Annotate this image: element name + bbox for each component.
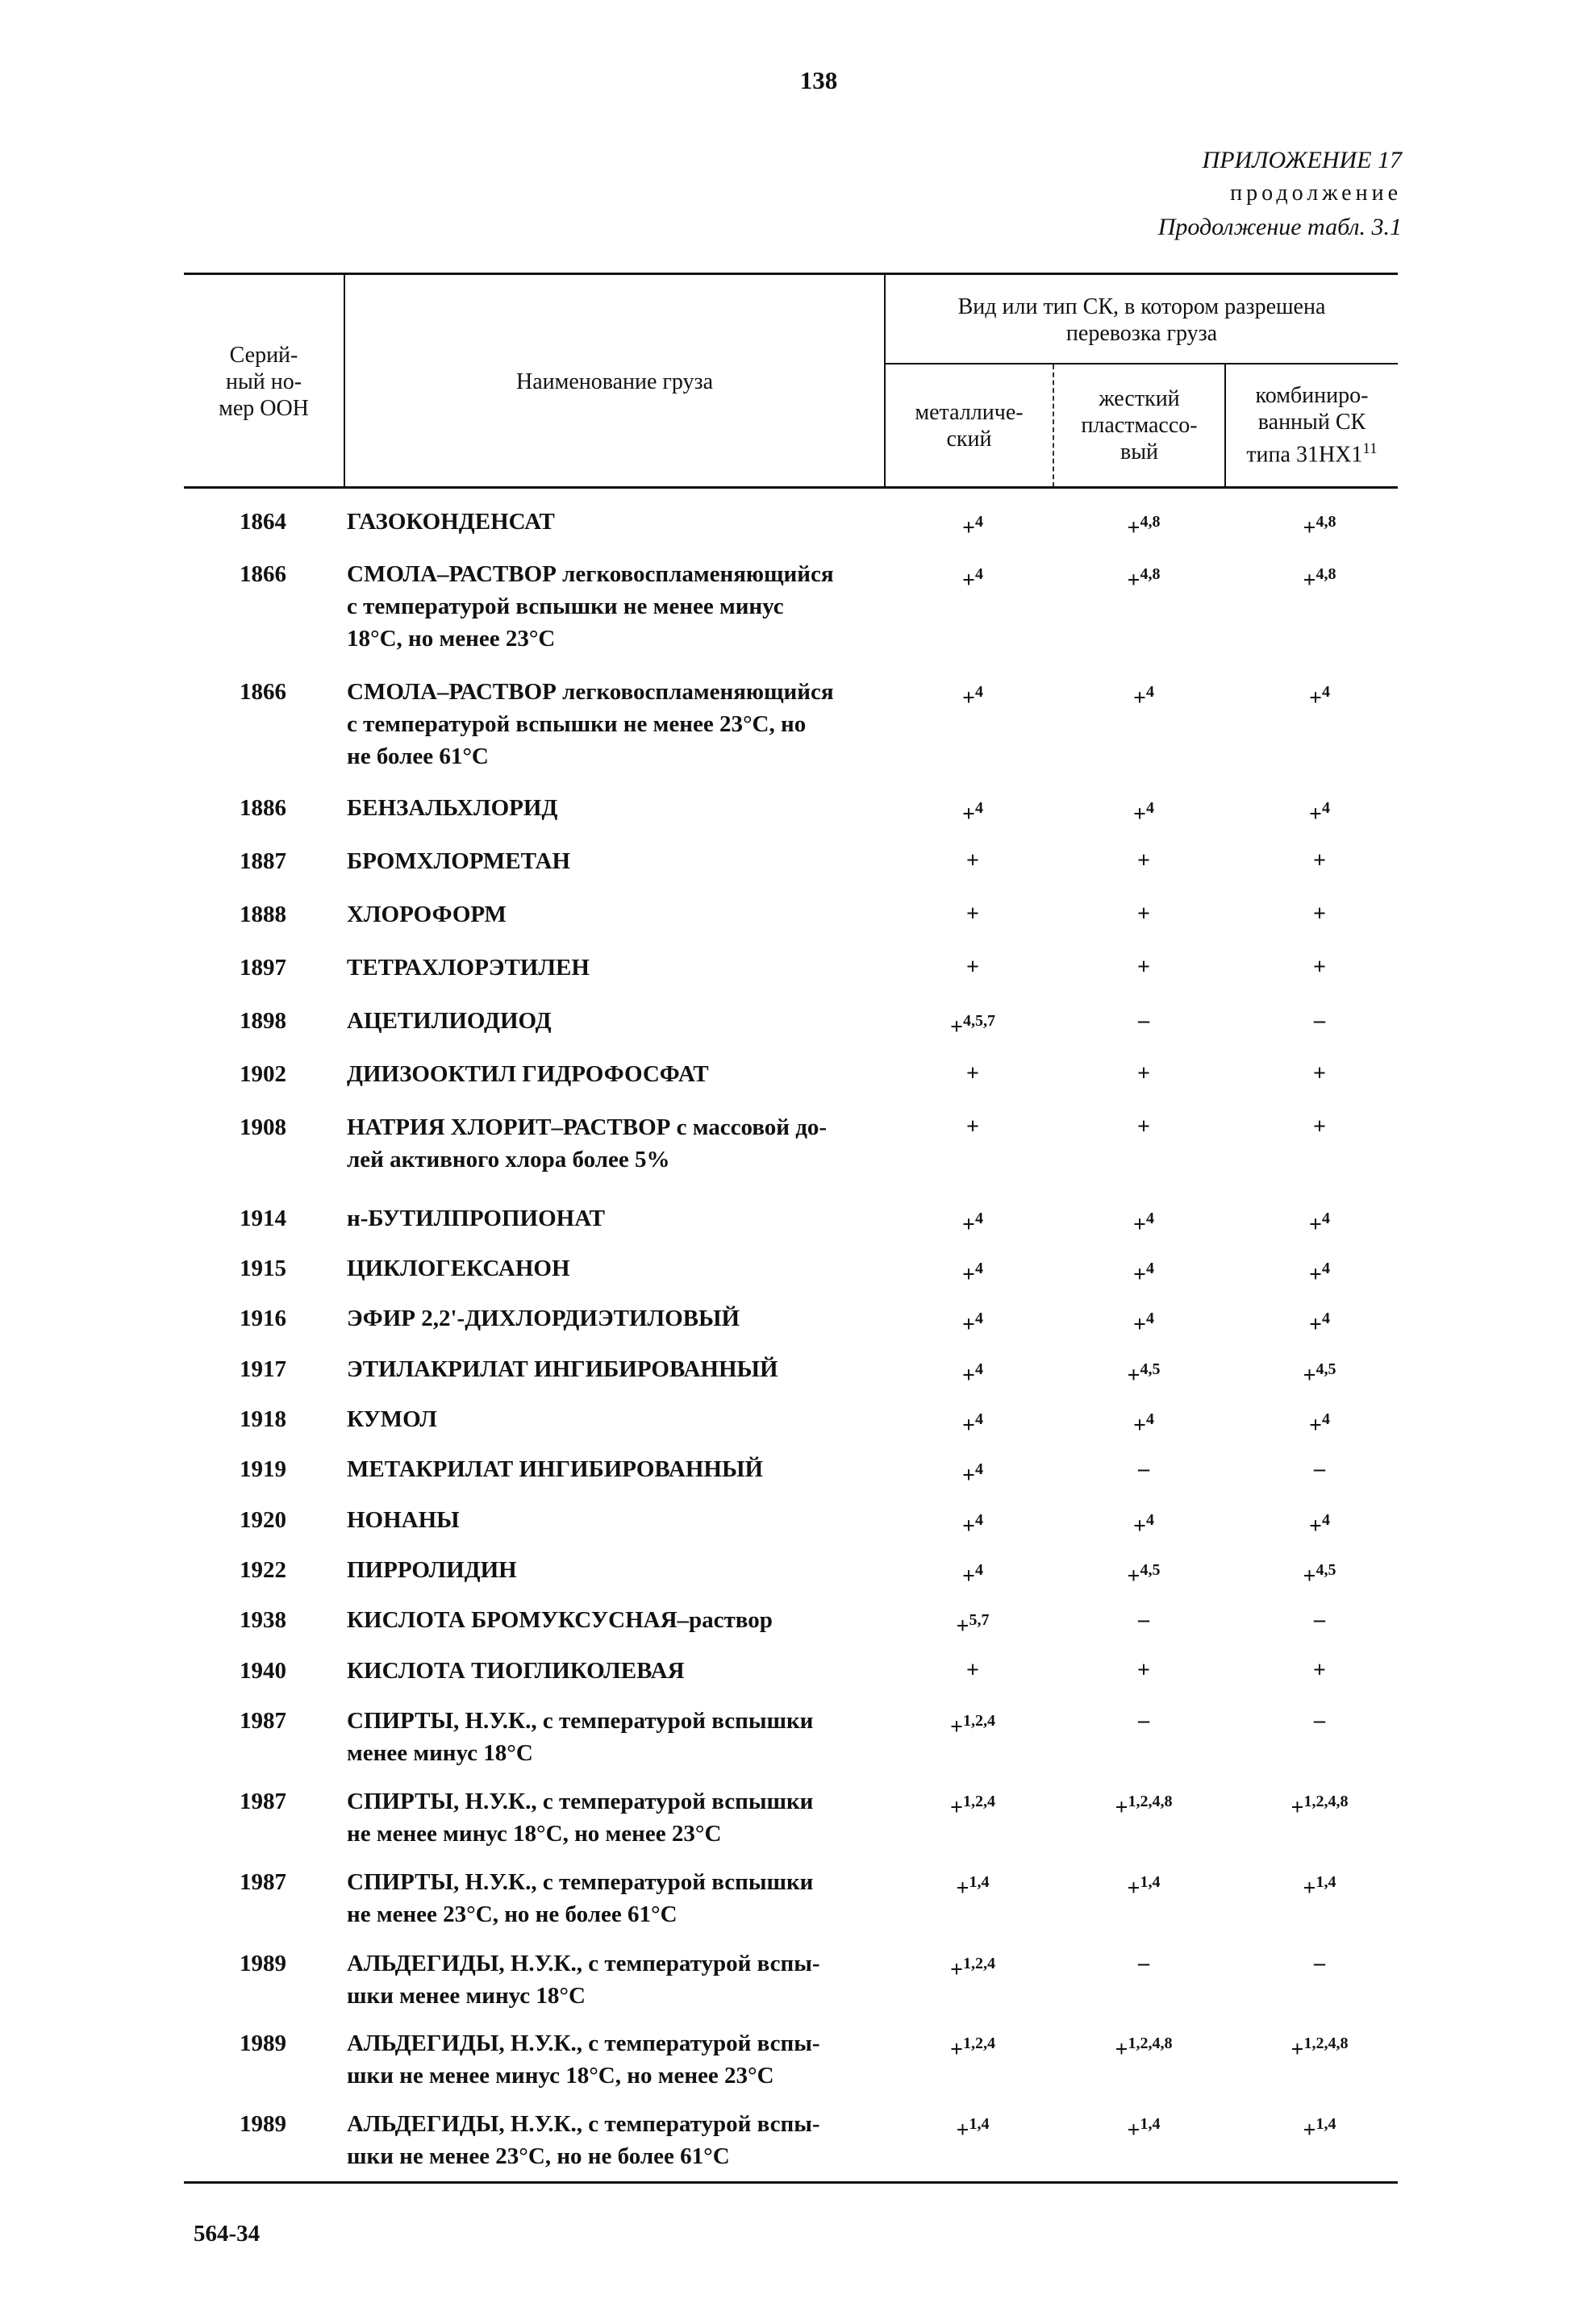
metal-value [912, 1111, 1033, 1143]
footnote-refs: 1,4 [1140, 2115, 1161, 2133]
permission-mark: + [1303, 2118, 1316, 2143]
cargo-name: СПИРТЫ, Н.У.К., с температурой вспышки не менее 23°С, но не более 61°С [347, 1869, 814, 1927]
un-number: 1902 [240, 1061, 286, 1087]
permission-mark: + [1303, 515, 1316, 541]
footnote-refs: 1,4 [969, 1873, 990, 1891]
permission-mark: + [950, 2037, 963, 2063]
permission-mark: + [1313, 955, 1326, 980]
permission-mark: + [1137, 848, 1150, 873]
permission-mark: + [962, 568, 975, 593]
table-bottom-rule [184, 2181, 1398, 2184]
composite-value [1259, 1705, 1380, 1737]
permission-mark: + [1137, 1061, 1150, 1086]
un-number: 1917 [240, 1356, 286, 1382]
rigid-plastic-value [1083, 1504, 1204, 1543]
cargo-name: СПИРТЫ, Н.У.К., с температурой вспышки менее минус 18°С [347, 1708, 814, 1766]
cargo-name: АЛЬДЕГИДЫ, Н.У.К., с температурой вспы- шки не менее 23°С, но не более 61°С [347, 2111, 820, 2169]
rigid-plastic-value [1083, 792, 1204, 831]
footnote-refs: 1,4 [1140, 1873, 1161, 1891]
metal-value [912, 676, 1033, 714]
header-bottom-rule [184, 486, 1398, 489]
permission-mark: + [1133, 1212, 1146, 1238]
permission-mark: + [1133, 1413, 1146, 1439]
un-number: 1887 [240, 848, 286, 874]
permission-mark: + [950, 1014, 963, 1040]
metal-value [912, 1403, 1033, 1442]
cargo-name: ЦИКЛОГЕКСАНОН [347, 1256, 570, 1281]
rigid-plastic-value [1083, 676, 1204, 714]
permission-mark: – [1314, 1951, 1325, 1976]
cargo-name: КИСЛОТА БРОМУКСУСНАЯ–раствор [347, 1607, 773, 1633]
rigid-plastic-value [1083, 1866, 1204, 1905]
footnote-refs: 1,2,4 [962, 1955, 995, 1972]
composite-value [1259, 1655, 1380, 1687]
composite-value [1259, 506, 1380, 544]
footnote-refs: 4 [1321, 1511, 1330, 1529]
un-number: 1922 [240, 1557, 286, 1583]
rigid-plastic-value [1083, 506, 1204, 544]
permission-mark: – [1138, 1607, 1149, 1632]
composite-value [1259, 952, 1380, 984]
header-serial-number: Серий- ный но- мер ООН [219, 342, 309, 421]
rigid-plastic-value [1083, 1453, 1204, 1485]
permission-mark: + [966, 1061, 979, 1086]
permission-mark: + [1309, 802, 1322, 827]
un-number: 1918 [240, 1406, 286, 1432]
permission-mark: + [962, 1212, 975, 1238]
footnote-refs: 4 [1145, 1260, 1154, 1277]
cargo-name: БЕНЗАЛЬХЛОРИД [347, 795, 558, 821]
un-number: 1987 [240, 1789, 286, 1814]
footnote-refs: 1,2,4 [962, 1712, 995, 1730]
permission-mark: + [962, 1363, 975, 1389]
permission-mark: + [1115, 2037, 1128, 2063]
permission-mark: – [1138, 1951, 1149, 1976]
metal-value [912, 2108, 1033, 2147]
footnote-refs: 4 [1321, 1260, 1330, 1277]
rigid-plastic-value [1083, 845, 1204, 877]
rigid-plastic-value [1083, 1005, 1204, 1037]
permission-mark: – [1314, 1456, 1325, 1481]
footnote-refs: 4 [974, 1260, 983, 1277]
rigid-plastic-value [1083, 1252, 1204, 1291]
header-rigid-plastic: жесткий пластмассо- вый [1081, 386, 1198, 464]
footnote-refs: 4,8 [1316, 565, 1336, 583]
footnote-refs: 4 [1145, 683, 1154, 701]
metal-value [912, 1302, 1033, 1341]
permission-mark: + [962, 685, 975, 711]
cargo-name: БРОМХЛОРМЕТАН [347, 848, 571, 874]
rigid-plastic-value [1083, 1655, 1204, 1687]
un-number: 1908 [240, 1114, 286, 1140]
footnote-refs: 4 [1321, 1410, 1330, 1428]
footnote-refs: 4 [974, 683, 983, 701]
cargo-name: ГАЗОКОНДЕНСАТ [347, 509, 555, 535]
composite-value [1259, 1111, 1380, 1143]
permission-mark: + [1313, 1658, 1326, 1683]
composite-value [1259, 2027, 1380, 2066]
footnote-refs: 4 [974, 1511, 983, 1529]
permission-mark: + [966, 1658, 979, 1683]
permission-mark: + [1303, 1564, 1316, 1589]
footnote-refs: 4 [974, 565, 983, 583]
un-number: 1915 [240, 1256, 286, 1281]
composite-value [1259, 898, 1380, 931]
permission-mark: – [1138, 1008, 1149, 1033]
footnote-refs: 4 [1321, 799, 1330, 817]
appendix-heading [1158, 144, 1402, 245]
header-cargo-name: Наименование груза [515, 369, 714, 394]
permission-mark: – [1314, 1008, 1325, 1033]
composite-value [1259, 1866, 1380, 1905]
rigid-plastic-value [1083, 898, 1204, 931]
footnote-refs: 1,4 [1316, 1873, 1336, 1891]
permission-mark: + [1309, 1413, 1322, 1439]
composite-value [1259, 676, 1380, 714]
permission-mark: + [1133, 1514, 1146, 1539]
rigid-plastic-value [1083, 1705, 1204, 1737]
footnote-refs: 1,2,4,8 [1128, 2035, 1173, 2052]
footnote-refs: 4 [974, 1210, 983, 1227]
composite-value [1259, 1504, 1380, 1543]
permission-mark: + [956, 1614, 969, 1639]
cargo-name: АЛЬДЕГИДЫ, Н.У.К., с температурой вспы- шки не менее минус 18°С, но менее 23°С [347, 2030, 820, 2089]
metal-value [912, 845, 1033, 877]
permission-mark: + [1127, 568, 1140, 593]
footnote-refs: 4,8 [1316, 513, 1336, 531]
permission-mark: + [1303, 1363, 1316, 1389]
metal-value [912, 1655, 1033, 1687]
footnote-marker: 11 [1362, 440, 1378, 458]
permission-mark: + [1309, 1514, 1322, 1539]
footnote-refs: 1,4 [969, 2115, 990, 2133]
permission-mark: + [1309, 1262, 1322, 1288]
cargo-name: ЭТИЛАКРИЛАТ ИНГИБИРОВАННЫЙ [347, 1356, 778, 1382]
rigid-plastic-value [1083, 1403, 1204, 1442]
un-number: 1987 [240, 1708, 286, 1734]
permission-mark: + [1127, 1876, 1140, 1901]
permission-mark: + [1137, 1114, 1150, 1139]
permission-mark: + [966, 902, 979, 927]
metal-value [912, 1005, 1033, 1043]
footnote-refs: 1,2,4,8 [1303, 2035, 1349, 2052]
cargo-name: ПИРРОЛИДИН [347, 1557, 517, 1583]
footnote-refs: 4,5 [1316, 1561, 1336, 1579]
permission-mark: + [950, 1795, 963, 1821]
permission-mark: + [1127, 2118, 1140, 2143]
footnote-refs: 4 [1321, 1210, 1330, 1227]
footnote-refs: 4,5 [1316, 1360, 1336, 1378]
permission-mark: + [1313, 1114, 1326, 1139]
metal-value [912, 1604, 1033, 1643]
permission-mark: + [1309, 685, 1322, 711]
un-number: 1888 [240, 902, 286, 927]
un-number: 1989 [240, 2030, 286, 2056]
permission-mark: + [962, 802, 975, 827]
header-container-type: Вид или тип СК, в котором разрешена перевозка груза [957, 294, 1326, 346]
cargo-name: СМОЛА–РАСТВОР легковоспламеняющийся с температурой вспышки не менее 23°С, но не более 61°С [347, 679, 834, 769]
permission-mark: + [1127, 1564, 1140, 1589]
permission-mark: + [1313, 848, 1326, 873]
permission-mark: + [1115, 1795, 1128, 1821]
footnote-refs: 1,2,4 [962, 2035, 995, 2052]
footnote-refs: 4 [1145, 1511, 1154, 1529]
rigid-plastic-value [1083, 1947, 1204, 1980]
cargo-name: НОНАНЫ [347, 1507, 460, 1533]
permission-mark: + [1309, 1312, 1322, 1338]
permission-mark: + [1303, 1876, 1316, 1901]
permission-mark: + [1303, 568, 1316, 593]
composite-value [1259, 1554, 1380, 1593]
permission-mark: – [1138, 1708, 1149, 1733]
composite-value [1259, 1604, 1380, 1636]
rigid-plastic-value [1083, 558, 1204, 597]
permission-mark: + [956, 1876, 969, 1901]
permission-mark: + [950, 1714, 963, 1740]
composite-value [1259, 558, 1380, 597]
permission-mark: + [962, 515, 975, 541]
composite-value [1259, 1302, 1380, 1341]
un-number: 1989 [240, 1951, 286, 1976]
permission-mark: + [1309, 1212, 1322, 1238]
un-number: 1886 [240, 795, 286, 821]
cargo-name: н-БУТИЛПРОПИОНАТ [347, 1206, 605, 1231]
composite-value [1259, 2108, 1380, 2147]
un-number: 1920 [240, 1507, 286, 1533]
rigid-plastic-value [1083, 2027, 1204, 2066]
un-number: 1987 [240, 1869, 286, 1895]
composite-value [1259, 1403, 1380, 1442]
permission-mark: + [1137, 902, 1150, 927]
footnote-refs: 4 [974, 513, 983, 531]
metal-value [912, 506, 1033, 544]
metal-value [912, 1353, 1033, 1392]
cargo-name: КИСЛОТА ТИОГЛИКОЛЕВАЯ [347, 1658, 685, 1684]
footnote-refs: 4 [1145, 1210, 1154, 1227]
footnote-refs: 4 [974, 1561, 983, 1579]
footnote-refs: 1,2,4,8 [1128, 1793, 1173, 1810]
cargo-name: ЭФИР 2,2'-ДИХЛОРДИЭТИЛОВЫЙ [347, 1306, 740, 1331]
header-metal: металличе- ский [915, 399, 1024, 452]
footnote-refs: 4 [974, 1410, 983, 1428]
page-footer-code: 564-34 [194, 2221, 261, 2247]
metal-value [912, 1705, 1033, 1743]
composite-value [1259, 1353, 1380, 1392]
metal-value [912, 898, 1033, 931]
permission-mark: + [962, 1312, 975, 1338]
permission-mark: + [966, 848, 979, 873]
metal-value [912, 1252, 1033, 1291]
permission-mark: – [1314, 1607, 1325, 1632]
cargo-name: ХЛОРОФОРМ [347, 902, 507, 927]
footnote-refs: 4 [1321, 683, 1330, 701]
footnote-refs: 1,2,4,8 [1303, 1793, 1349, 1810]
permission-mark: + [1127, 515, 1140, 541]
permission-mark: + [1133, 1262, 1146, 1288]
composite-value [1259, 1005, 1380, 1037]
permission-mark: + [1133, 685, 1146, 711]
rigid-plastic-value [1083, 1785, 1204, 1824]
composite-value [1259, 845, 1380, 877]
cargo-name: АЦЕТИЛИОДИОД [347, 1008, 552, 1034]
metal-value [912, 1202, 1033, 1241]
permission-mark: – [1138, 1456, 1149, 1481]
rigid-plastic-value [1083, 1058, 1204, 1090]
permission-mark: + [950, 1957, 963, 1983]
permission-mark: + [956, 2118, 969, 2143]
un-number: 1938 [240, 1607, 286, 1633]
page-number: 138 [799, 66, 838, 94]
composite-value [1259, 1202, 1380, 1241]
rigid-plastic-value [1083, 1202, 1204, 1241]
appendix-title: ПРИЛОЖЕНИЕ 17 [1202, 147, 1402, 173]
rigid-plastic-value [1083, 952, 1204, 984]
cargo-name: СМОЛА–РАСТВОР легковоспламеняющийся с температурой вспышки не менее минус 18°С, но менее 23°С [347, 561, 834, 652]
permission-mark: + [1137, 955, 1150, 980]
un-number: 1866 [240, 561, 286, 587]
footnote-refs: 1,4 [1316, 2115, 1336, 2133]
permission-mark: + [1127, 1363, 1140, 1389]
metal-value [912, 1453, 1033, 1492]
metal-value [912, 1058, 1033, 1090]
permission-mark: + [1291, 2037, 1304, 2063]
metal-value [912, 2027, 1033, 2066]
cargo-name: СПИРТЫ, Н.У.К., с температурой вспышки не менее минус 18°С, но менее 23°С [347, 1789, 814, 1847]
footnote-refs: 4 [974, 1310, 983, 1327]
metal-value [912, 1866, 1033, 1905]
permission-mark: + [962, 1463, 975, 1489]
footnote-refs: 4 [974, 799, 983, 817]
metal-value [912, 558, 1033, 597]
un-number: 1898 [240, 1008, 286, 1034]
footnote-refs: 4,5,7 [962, 1012, 995, 1030]
footnote-refs: 4 [974, 1360, 983, 1378]
permission-mark: + [1291, 1795, 1304, 1821]
un-number: 1989 [240, 2111, 286, 2137]
cargo-name: МЕТАКРИЛАТ ИНГИБИРОВАННЫЙ [347, 1456, 764, 1482]
un-number: 1916 [240, 1306, 286, 1331]
permission-mark: + [1313, 1061, 1326, 1086]
composite-value [1259, 1453, 1380, 1485]
rigid-plastic-value [1083, 1111, 1204, 1143]
permission-mark: + [962, 1413, 975, 1439]
appendix-continuation: продолжение [1230, 181, 1402, 206]
footnote-refs: 1,2,4 [962, 1793, 995, 1810]
header-composite: комбиниро- ванный СК типа $31НХ1^{11}$ [1246, 383, 1378, 468]
table-reference: Продолжение табл. 3.1 [1157, 214, 1402, 240]
composite-value [1259, 1252, 1380, 1291]
un-number: 1919 [240, 1456, 286, 1482]
footnote-refs: 4 [1321, 1310, 1330, 1327]
footnote-refs: 4,8 [1140, 513, 1161, 531]
permission-mark: + [1137, 1658, 1150, 1683]
permission-mark: + [966, 955, 979, 980]
metal-value [912, 1504, 1033, 1543]
cargo-name: АЛЬДЕГИДЫ, Н.У.К., с температурой вспы- шки менее минус 18°С [347, 1951, 820, 2009]
permission-mark: – [1314, 1708, 1325, 1733]
footnote-refs: 5,7 [969, 1611, 990, 1629]
footnote-refs: 4,5 [1140, 1561, 1161, 1579]
un-number: 1914 [240, 1206, 286, 1231]
un-number: 1897 [240, 955, 286, 981]
table-top-rule [184, 273, 1398, 275]
footnote-refs: 4 [974, 1460, 983, 1478]
un-number: 1866 [240, 679, 286, 705]
permission-mark: + [1133, 802, 1146, 827]
permission-mark: + [962, 1262, 975, 1288]
cargo-name: ТЕТРАХЛОРЭТИЛЕН [347, 955, 590, 981]
rigid-plastic-value [1083, 1353, 1204, 1392]
cargo-name: КУМОЛ [347, 1406, 437, 1432]
metal-value [912, 1785, 1033, 1824]
permission-mark: + [966, 1114, 979, 1139]
footnote-refs: 4 [1145, 1410, 1154, 1428]
rigid-plastic-value [1083, 1554, 1204, 1593]
rigid-plastic-value [1083, 2108, 1204, 2147]
composite-value [1259, 1785, 1380, 1824]
metal-value [912, 1947, 1033, 1986]
composite-value [1259, 792, 1380, 831]
cargo-name: ДИИЗООКТИЛ ГИДРОФОСФАТ [347, 1061, 709, 1087]
permission-mark: + [962, 1514, 975, 1539]
permission-mark: + [1313, 902, 1326, 927]
metal-value [912, 952, 1033, 984]
metal-value [912, 1554, 1033, 1593]
footnote-refs: 4,5 [1140, 1360, 1161, 1378]
permission-mark: + [1133, 1312, 1146, 1338]
metal-value [912, 792, 1033, 831]
permission-mark: + [962, 1564, 975, 1589]
composite-value [1259, 1058, 1380, 1090]
footnote-refs: 4 [1145, 1310, 1154, 1327]
un-number: 1864 [240, 509, 286, 535]
footnote-refs: 4 [1145, 799, 1154, 817]
cargo-name: НАТРИЯ ХЛОРИТ–РАСТВОР с массовой до- лей активного хлора более 5% [347, 1114, 828, 1172]
un-number: 1940 [240, 1658, 286, 1684]
footnote-refs: 4,8 [1140, 565, 1161, 583]
composite-value [1259, 1947, 1380, 1980]
rigid-plastic-value [1083, 1302, 1204, 1341]
rigid-plastic-value [1083, 1604, 1204, 1636]
